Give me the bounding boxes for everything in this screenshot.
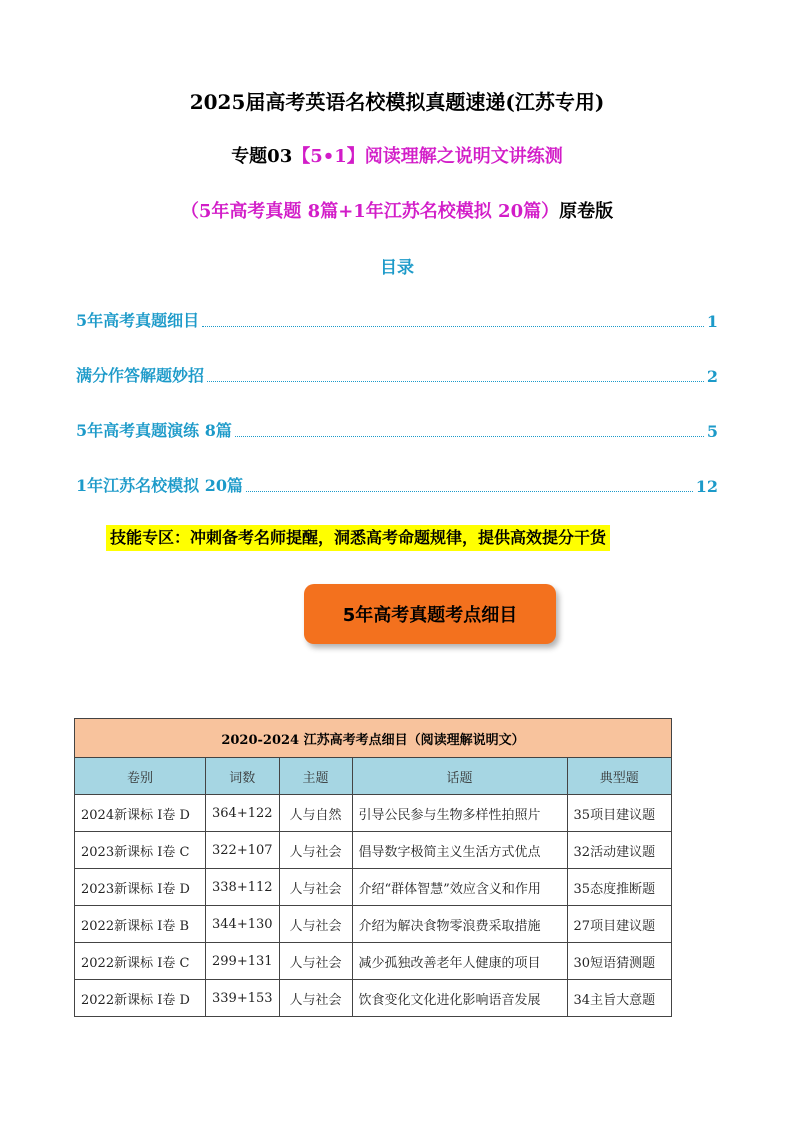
cell-wordcount: 322+107 [206,832,280,869]
document-title: 2025届高考英语名校模拟真题速递(江苏专用) [189,90,605,114]
toc-item-page: 2 [706,367,718,386]
cell-theme: 人与社会 [279,943,352,980]
column-header: 话题 [352,758,567,795]
column-header: 典型题 [567,758,671,795]
subtitle2-suffix: 原卷版 [559,201,614,222]
table-row [75,869,672,906]
section-heading-button: 5年高考真题考点细目 [304,584,556,644]
toc-item-page: 12 [695,477,718,496]
cell-theme: 人与社会 [279,980,352,1017]
table-row [75,906,672,943]
cell-paper: 2023新课标 I卷 C [75,832,206,869]
cell-typical-question: 35项目建议题 [567,795,671,832]
toc-item-label: 5年高考真题细目 [76,311,200,330]
toc-item-label: 1年江苏名校模拟 20篇 [76,476,243,495]
cell-topic: 减少孤独改善老年人健康的项目 [352,943,567,980]
cell-theme: 人与社会 [279,906,352,943]
toc-leader-dots [246,490,693,492]
cell-typical-question: 35态度推断题 [567,869,671,906]
cell-paper: 2022新课标 I卷 B [75,906,206,943]
cell-typical-question: 32活动建议题 [567,832,671,869]
toc-item-label: 满分作答解题妙招 [76,366,205,385]
column-header: 主题 [279,758,352,795]
table-row [75,832,672,869]
table-row [75,943,672,980]
cell-typical-question: 30短语猜测题 [567,943,671,980]
cell-paper: 2024新课标 I卷 D [75,795,206,832]
cell-topic: 介绍为解决食物零浪费采取措施 [352,906,567,943]
table-title: 2020-2024 江苏高考考点细目（阅读理解说明文） [75,719,672,758]
document-subtitle [0,142,794,168]
cell-topic: 引导公民参与生物多样性拍照片 [352,795,567,832]
exam-points-table [74,718,672,1017]
cell-wordcount: 339+153 [206,980,280,1017]
document-subtitle-2 [0,197,794,223]
column-header: 词数 [206,758,280,795]
toc-leader-dots [235,435,704,437]
cell-theme: 人与社会 [279,869,352,906]
cell-topic: 介绍“群体智慧”效应含义和作用 [352,869,567,906]
skill-zone-banner: 技能专区：冲刺备考名师提醒，洞悉高考命题规律，提供高效提分干货 [106,525,610,551]
cell-wordcount: 299+131 [206,943,280,980]
subtitle2-main: （5年高考真题 8篇+1年江苏名校模拟 20篇） [180,201,560,222]
subtitle-prefix: 专题03 [231,146,293,167]
cell-typical-question: 27项目建议题 [567,906,671,943]
cell-paper: 2022新课标 I卷 C [75,943,206,980]
toc-item[interactable] [76,363,718,386]
cell-paper: 2023新课标 I卷 D [75,869,206,906]
cell-theme: 人与社会 [279,832,352,869]
toc-item-page: 1 [706,312,718,331]
toc-item[interactable] [76,418,718,441]
column-header: 卷别 [75,758,206,795]
table-row [75,795,672,832]
toc-leader-dots [207,380,704,382]
toc-leader-dots [202,325,704,327]
cell-topic: 饮食变化文化进化影响语音发展 [352,980,567,1017]
cell-theme: 人与自然 [279,795,352,832]
subtitle-main: 【5•1】阅读理解之说明文讲练测 [292,146,563,167]
toc-item-page: 5 [706,422,718,441]
table-row [75,980,672,1017]
cell-topic: 倡导数字极简主义生活方式优点 [352,832,567,869]
toc-item[interactable] [76,473,718,496]
cell-wordcount: 364+122 [206,795,280,832]
cell-wordcount: 344+130 [206,906,280,943]
cell-typical-question: 34主旨大意题 [567,980,671,1017]
toc-item[interactable] [76,308,718,331]
toc-item-label: 5年高考真题演练 8篇 [76,421,232,440]
cell-wordcount: 338+112 [206,869,280,906]
cell-paper: 2022新课标 I卷 D [75,980,206,1017]
toc-heading: 目录 [380,258,414,278]
table-header-row [75,758,672,795]
